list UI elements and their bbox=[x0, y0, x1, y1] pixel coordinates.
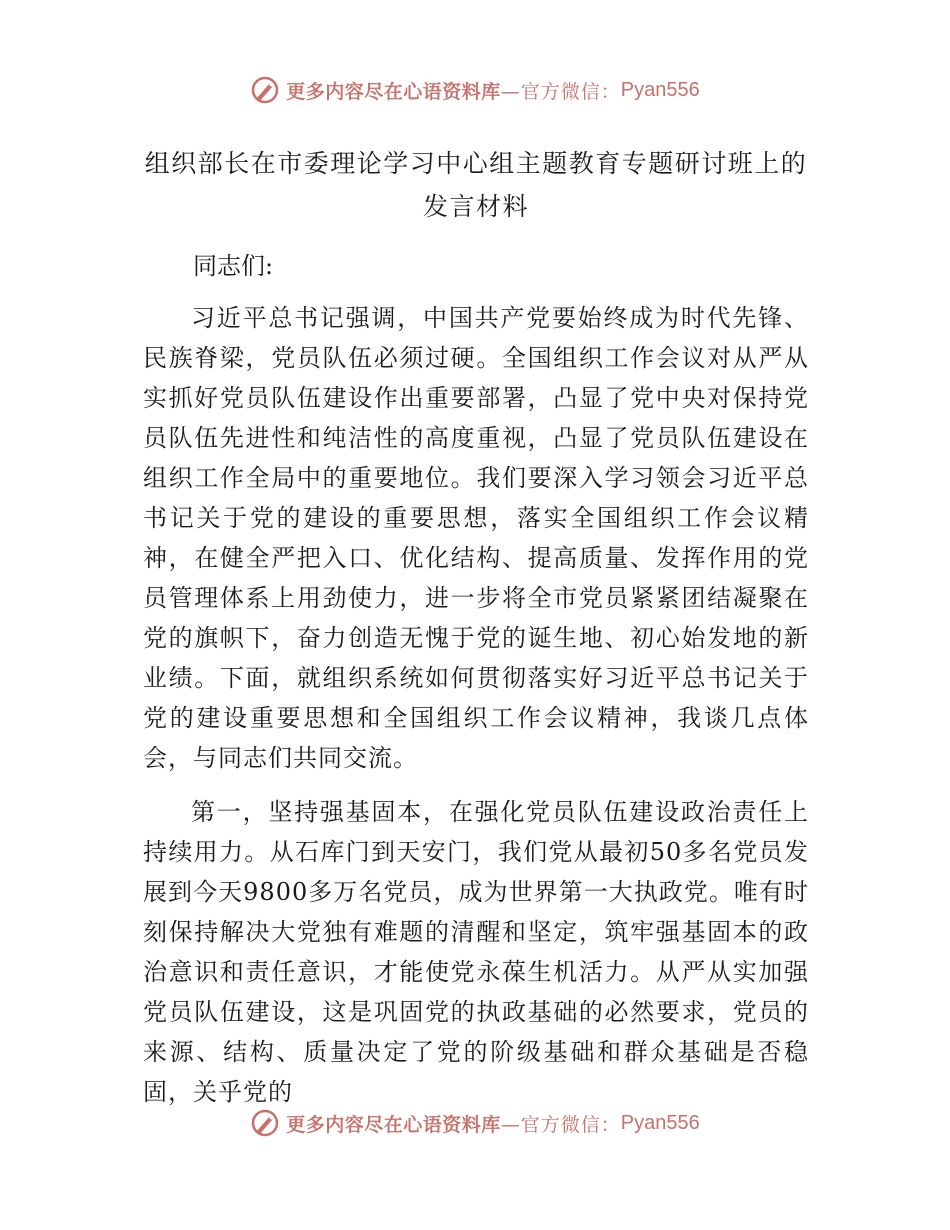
footer-watermark-banner bbox=[0, 1103, 950, 1143]
watermark-official-label: —官方微信： bbox=[500, 80, 621, 103]
paragraph-first-point: 第一，坚持强基固本，在强化党员队伍建设政治责任上持续用力。从石库门到天安门，我们党从最初50多名党员发展到今天9800多万名党员，成为世界第一大执政党。唯有时刻保持解决大党独有难题的清醒和坚定，筑牢强基固本的政治意识和责任意识，才能使党永葆生机活力。从严从实加强党员队伍建设，这是巩固党的执政基础的必然要求，党员的来源、结构、质量决定了党的阶级基础和群众基础是否稳固，关乎党的 bbox=[143, 798, 809, 1106]
paragraph-intro: 习近平总书记强调，中国共产党要始终成为时代先锋、民族脊梁，党员队伍必须过硬。全国组织工作会议对从严从实抓好党员队伍建设作出重要部署，凸显了党中央对保持党员队伍先进性和纯洁性的高度重视，凸显了党员队伍建设在组织工作全局中的重要地位。我们要深入学习领会习近平总书记关于党的建设的重要思想，落实全国组织工作会议精神，在健全严把入口、优化结构、提高质量、发挥作用的党员管理体系上用劲使力，进一步将全市党员紧紧团结凝聚在党的旗帜下，奋力创造无愧于党的诞生地、初心始发地的新业绩。下面，就组织系统如何贯彻落实好习近平总书记关于党的建设重要思想和全国组织工作会议精神，我谈几点体会，与同志们共同交流。 bbox=[143, 304, 809, 772]
watermark-brand-text: 更多内容尽在心语资料库 bbox=[286, 80, 501, 103]
document-body bbox=[143, 142, 809, 1112]
header-watermark-banner bbox=[0, 70, 950, 110]
watermark-official-label: —官方微信： bbox=[500, 1113, 621, 1136]
pen-logo-icon bbox=[250, 1108, 280, 1138]
watermark-wechat-handle: Pyan556 bbox=[620, 1111, 700, 1134]
pen-logo-icon bbox=[250, 75, 280, 105]
watermark-brand-text: 更多内容尽在心语资料库 bbox=[286, 1113, 501, 1136]
document-title: 组织部长在市委理论学习中心组主题教育专题研讨班上的发言材料 bbox=[144, 149, 808, 221]
watermark-wechat-handle: Pyan556 bbox=[620, 78, 700, 101]
salutation: 同志们: bbox=[193, 252, 274, 280]
